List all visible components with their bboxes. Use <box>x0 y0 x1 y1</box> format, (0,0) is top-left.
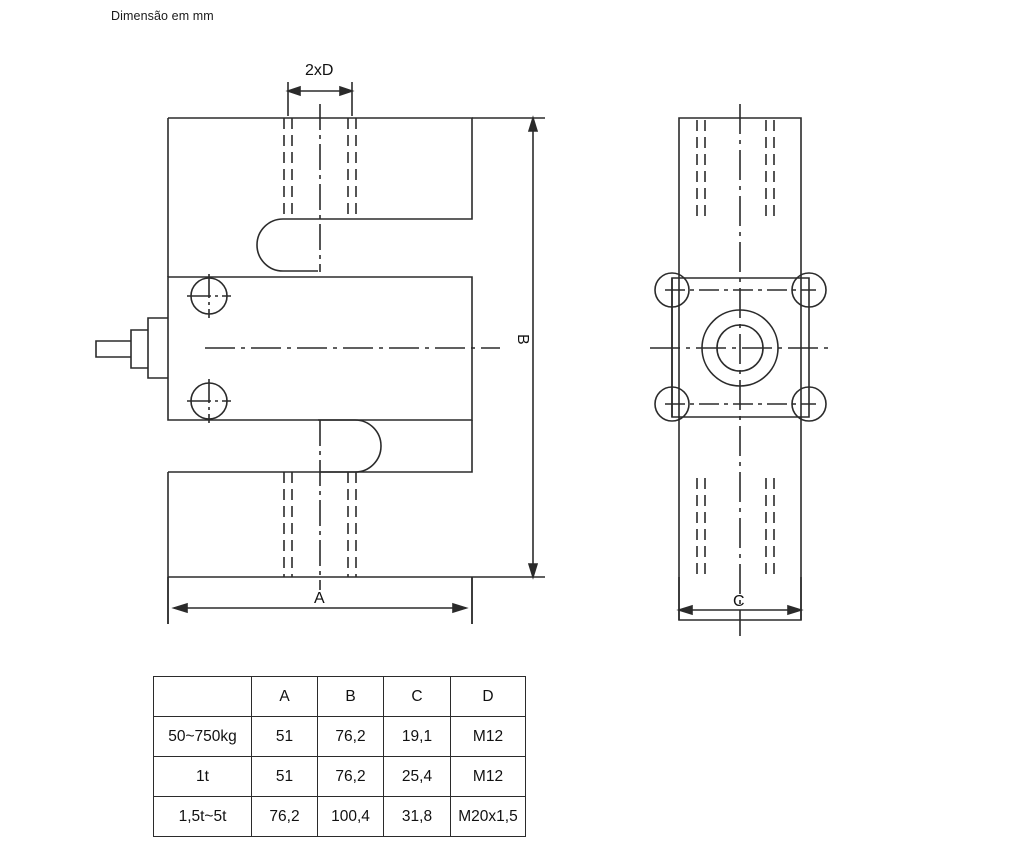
label-c: C <box>733 593 745 610</box>
row-c: 19,1 <box>384 717 451 757</box>
table-header-row <box>154 677 526 717</box>
side-top-thread-hidden <box>697 120 774 218</box>
row-c: 25,4 <box>384 757 451 797</box>
table-header-c: C <box>384 677 451 717</box>
label-a: A <box>314 590 325 607</box>
table-header-b: B <box>318 677 384 717</box>
table-header-a: A <box>252 677 318 717</box>
side-bottom-thread-hidden <box>697 478 774 578</box>
beam-screw-lower <box>187 379 231 423</box>
row-b: 76,2 <box>318 757 384 797</box>
row-a: 51 <box>252 717 318 757</box>
row-model: 1,5t~5t <box>154 797 252 837</box>
row-b: 100,4 <box>318 797 384 837</box>
row-d: M12 <box>451 717 526 757</box>
row-a: 76,2 <box>252 797 318 837</box>
row-d: M20x1,5 <box>451 797 526 837</box>
row-model: 1t <box>154 757 252 797</box>
table-row <box>154 797 526 837</box>
row-c: 31,8 <box>384 797 451 837</box>
dimension-unit-note: Dimensão em mm <box>111 9 214 23</box>
row-d: M12 <box>451 757 526 797</box>
row-model: 50~750kg <box>154 717 252 757</box>
table-header-d: D <box>451 677 526 717</box>
table-row <box>154 757 526 797</box>
table-header-empty <box>154 677 252 717</box>
label-2xd: 2xD <box>305 62 334 79</box>
label-b: B <box>514 334 531 345</box>
row-b: 76,2 <box>318 717 384 757</box>
row-a: 51 <box>252 757 318 797</box>
dimension-table <box>153 676 526 837</box>
beam-screw-upper <box>187 274 231 318</box>
cable-entry <box>96 318 168 378</box>
table-row <box>154 717 526 757</box>
